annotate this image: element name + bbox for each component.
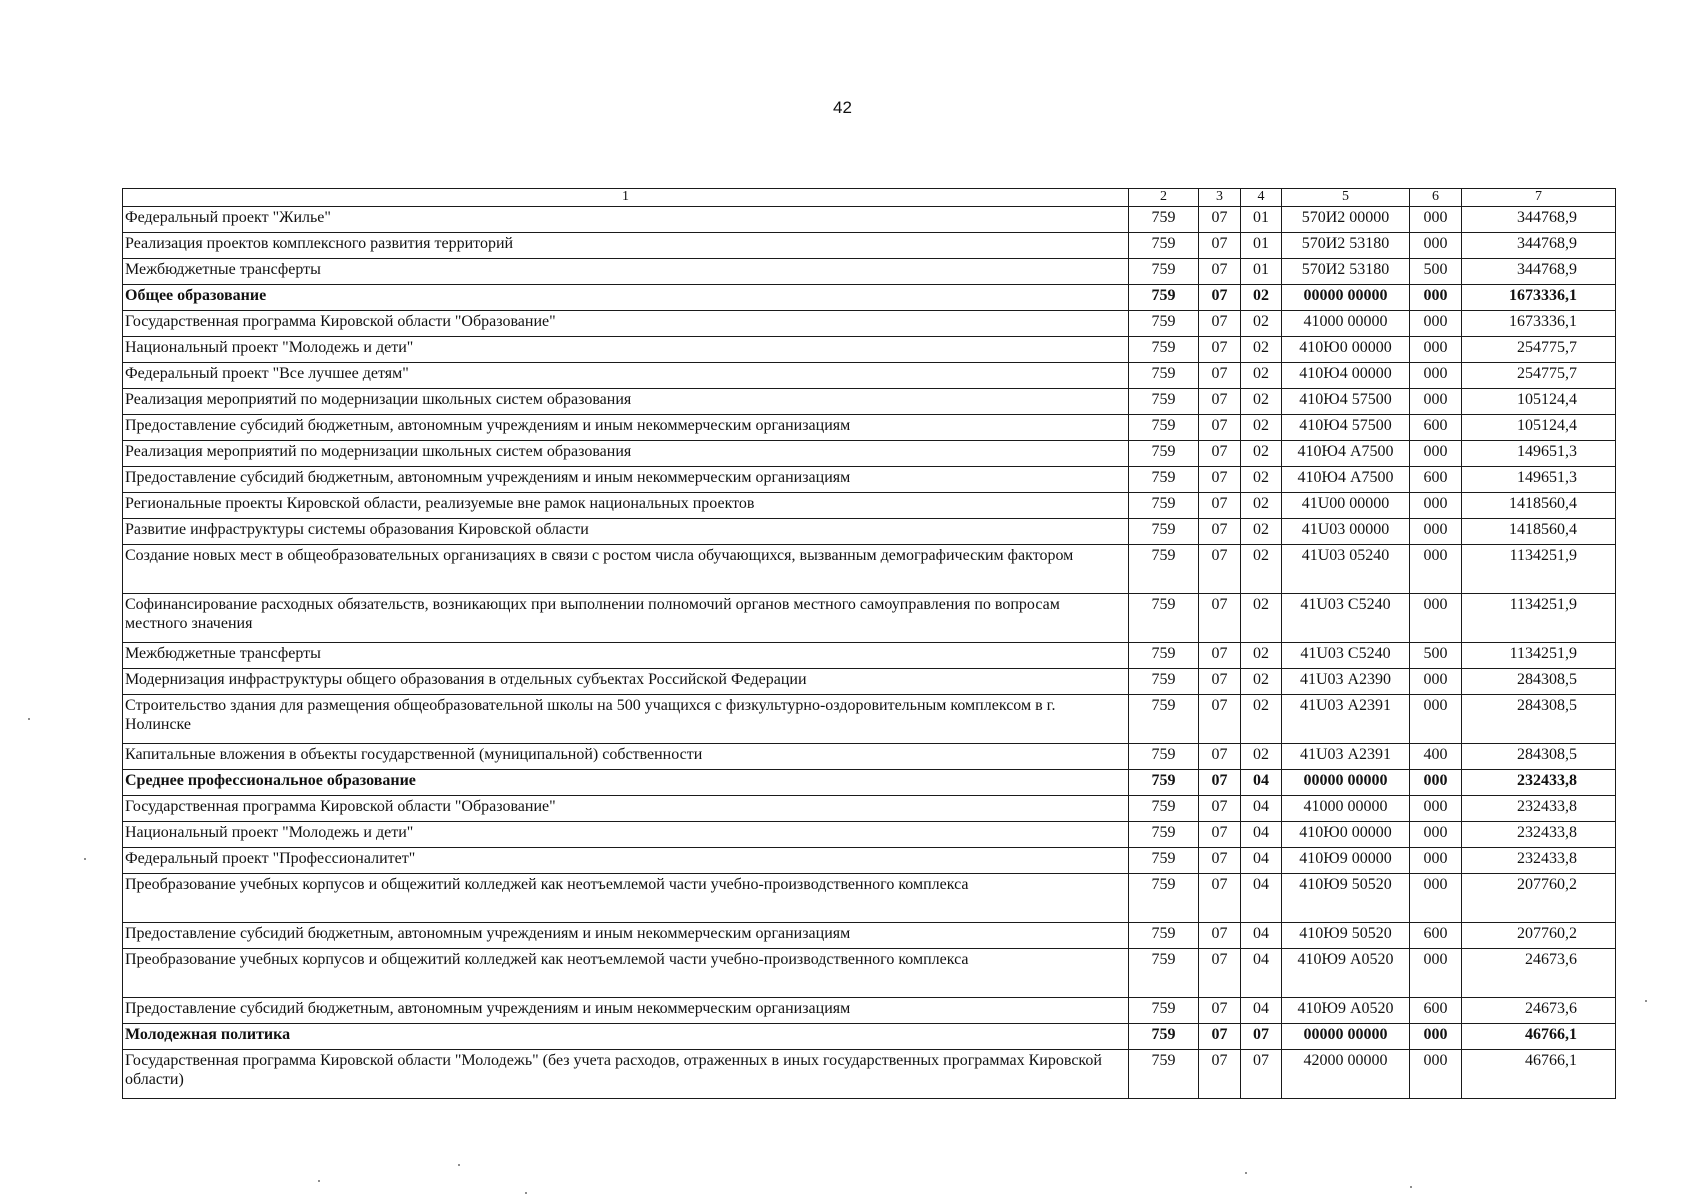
cell-col6: 000 [1410, 1024, 1462, 1050]
cell-name: Софинансирование расходных обязательств, возникающих при выполнении полномочий органов местного самоуправления по вопросам местного значения [123, 594, 1129, 643]
cell-col5: 41U00 00000 [1282, 493, 1410, 519]
cell-col3: 07 [1199, 874, 1241, 923]
cell-col4: 04 [1241, 770, 1282, 796]
cell-col4: 01 [1241, 207, 1282, 233]
cell-col6: 000 [1410, 874, 1462, 923]
cell-col3: 07 [1199, 311, 1241, 337]
cell-col6: 000 [1410, 519, 1462, 545]
cell-col5: 00000 00000 [1282, 1024, 1410, 1050]
cell-col4: 04 [1241, 796, 1282, 822]
scan-speck [1410, 1186, 1412, 1188]
cell-col6: 000 [1410, 669, 1462, 695]
cell-col3: 07 [1199, 415, 1241, 441]
cell-col2: 759 [1129, 441, 1199, 467]
cell-col4: 02 [1241, 285, 1282, 311]
cell-col3: 07 [1199, 695, 1241, 744]
cell-name: Среднее профессиональное образование [123, 770, 1129, 796]
cell-col2: 759 [1129, 822, 1199, 848]
cell-col4: 02 [1241, 363, 1282, 389]
cell-col3: 07 [1199, 949, 1241, 998]
cell-col4: 02 [1241, 337, 1282, 363]
cell-col2: 759 [1129, 1050, 1199, 1099]
cell-col2: 759 [1129, 669, 1199, 695]
table-row [123, 259, 1616, 285]
cell-col3: 07 [1199, 545, 1241, 594]
cell-name: Молодежная политика [123, 1024, 1129, 1050]
cell-col6: 000 [1410, 770, 1462, 796]
cell-name: Реализация мероприятий по модернизации школьных систем образования [123, 441, 1129, 467]
table-row [123, 998, 1616, 1024]
cell-col6: 600 [1410, 415, 1462, 441]
table-row [123, 467, 1616, 493]
cell-col2: 759 [1129, 259, 1199, 285]
cell-col7: 24673,6 [1462, 998, 1616, 1024]
cell-col4: 04 [1241, 848, 1282, 874]
cell-col3: 07 [1199, 744, 1241, 770]
cell-col5: 410Ю9 А0520 [1282, 998, 1410, 1024]
cell-col4: 04 [1241, 949, 1282, 998]
cell-col5: 00000 00000 [1282, 285, 1410, 311]
table-row [123, 594, 1616, 643]
table-row [123, 695, 1616, 744]
cell-col3: 07 [1199, 519, 1241, 545]
cell-col2: 759 [1129, 744, 1199, 770]
cell-col7: 254775,7 [1462, 337, 1616, 363]
cell-col5: 41U03 А2391 [1282, 744, 1410, 770]
cell-name: Предоставление субсидий бюджетным, автономным учреждениям и иным некоммерческим организациям [123, 415, 1129, 441]
cell-name: Создание новых мест в общеобразовательных организациях в связи с ростом числа обучающихся, вызванным демографическим фактором [123, 545, 1129, 594]
table-row [123, 519, 1616, 545]
table-row [123, 207, 1616, 233]
cell-col4: 02 [1241, 311, 1282, 337]
cell-name: Модернизация инфраструктуры общего образования в отдельных субъектах Российской Федерации [123, 669, 1129, 695]
cell-col7: 1673336,1 [1462, 311, 1616, 337]
cell-col4: 07 [1241, 1024, 1282, 1050]
cell-col3: 07 [1199, 770, 1241, 796]
cell-col5: 410Ю4 А7500 [1282, 467, 1410, 493]
cell-col2: 759 [1129, 848, 1199, 874]
cell-col5: 41U03 А2390 [1282, 669, 1410, 695]
cell-col6: 000 [1410, 493, 1462, 519]
cell-col4: 02 [1241, 493, 1282, 519]
cell-col7: 1418560,4 [1462, 493, 1616, 519]
header-row [123, 189, 1616, 207]
cell-name: Капитальные вложения в объекты государственной (муниципальной) собственности [123, 744, 1129, 770]
cell-col2: 759 [1129, 770, 1199, 796]
page-number: 42 [833, 98, 852, 117]
cell-col5: 410Ю0 00000 [1282, 822, 1410, 848]
cell-col3: 07 [1199, 467, 1241, 493]
cell-col2: 759 [1129, 363, 1199, 389]
cell-col3: 07 [1199, 337, 1241, 363]
cell-col5: 41U03 С5240 [1282, 594, 1410, 643]
cell-col3: 07 [1199, 848, 1241, 874]
cell-col7: 344768,9 [1462, 207, 1616, 233]
cell-col6: 000 [1410, 594, 1462, 643]
cell-col5: 41U03 00000 [1282, 519, 1410, 545]
table-row [123, 669, 1616, 695]
cell-name: Межбюджетные трансферты [123, 259, 1129, 285]
cell-col7: 284308,5 [1462, 695, 1616, 744]
cell-col7: 105124,4 [1462, 415, 1616, 441]
cell-col4: 02 [1241, 545, 1282, 594]
cell-col5: 410Ю9 А0520 [1282, 949, 1410, 998]
scan-speck [84, 858, 86, 860]
cell-name: Развитие инфраструктуры системы образования Кировской области [123, 519, 1129, 545]
cell-col7: 284308,5 [1462, 669, 1616, 695]
cell-col7: 232433,8 [1462, 848, 1616, 874]
cell-col7: 232433,8 [1462, 770, 1616, 796]
cell-col6: 000 [1410, 848, 1462, 874]
cell-col6: 000 [1410, 363, 1462, 389]
cell-name: Преобразование учебных корпусов и общежитий колледжей как неотъемлемой части учебно-производственного комплекса [123, 874, 1129, 923]
cell-col7: 1134251,9 [1462, 545, 1616, 594]
cell-col2: 759 [1129, 493, 1199, 519]
cell-col4: 02 [1241, 744, 1282, 770]
scan-speck [458, 1164, 460, 1166]
cell-name: Общее образование [123, 285, 1129, 311]
cell-col7: 207760,2 [1462, 923, 1616, 949]
cell-col3: 07 [1199, 796, 1241, 822]
cell-col6: 000 [1410, 233, 1462, 259]
cell-col2: 759 [1129, 311, 1199, 337]
cell-col5: 410Ю4 00000 [1282, 363, 1410, 389]
cell-col2: 759 [1129, 285, 1199, 311]
cell-col5: 410Ю9 50520 [1282, 874, 1410, 923]
cell-col2: 759 [1129, 337, 1199, 363]
cell-col4: 02 [1241, 467, 1282, 493]
column-header: 2 [1129, 189, 1199, 207]
cell-col7: 1134251,9 [1462, 594, 1616, 643]
table-row [123, 285, 1616, 311]
cell-col7: 344768,9 [1462, 259, 1616, 285]
cell-col4: 01 [1241, 259, 1282, 285]
cell-col2: 759 [1129, 389, 1199, 415]
column-header: 4 [1241, 189, 1282, 207]
cell-col7: 1134251,9 [1462, 643, 1616, 669]
table-row [123, 1050, 1616, 1099]
table-row [123, 874, 1616, 923]
cell-col3: 07 [1199, 643, 1241, 669]
cell-name: Реализация проектов комплексного развития территорий [123, 233, 1129, 259]
column-header: 6 [1410, 189, 1462, 207]
table-row [123, 311, 1616, 337]
cell-col5: 410Ю0 00000 [1282, 337, 1410, 363]
cell-col4: 01 [1241, 233, 1282, 259]
cell-col3: 07 [1199, 233, 1241, 259]
cell-col4: 02 [1241, 643, 1282, 669]
cell-col7: 46766,1 [1462, 1050, 1616, 1099]
cell-col5: 41000 00000 [1282, 311, 1410, 337]
cell-col7: 105124,4 [1462, 389, 1616, 415]
cell-name: Национальный проект "Молодежь и дети" [123, 822, 1129, 848]
table-row [123, 233, 1616, 259]
table-row [123, 744, 1616, 770]
scan-speck [1245, 1172, 1247, 1174]
cell-col6: 000 [1410, 285, 1462, 311]
cell-col6: 600 [1410, 923, 1462, 949]
cell-col6: 500 [1410, 259, 1462, 285]
cell-col4: 02 [1241, 695, 1282, 744]
cell-col7: 207760,2 [1462, 874, 1616, 923]
cell-col2: 759 [1129, 998, 1199, 1024]
cell-name: Региональные проекты Кировской области, реализуемые вне рамок национальных проектов [123, 493, 1129, 519]
cell-col2: 759 [1129, 695, 1199, 744]
cell-col3: 07 [1199, 389, 1241, 415]
column-header: 1 [123, 189, 1129, 207]
cell-col6: 500 [1410, 643, 1462, 669]
cell-name: Строительство здания для размещения общеобразовательной школы на 500 учащихся с физкультурно-оздоровительным комплексом в г. Нолинске [123, 695, 1129, 744]
cell-col3: 07 [1199, 1024, 1241, 1050]
cell-col7: 344768,9 [1462, 233, 1616, 259]
cell-col2: 759 [1129, 923, 1199, 949]
cell-col4: 04 [1241, 822, 1282, 848]
cell-col5: 410Ю4 А7500 [1282, 441, 1410, 467]
cell-col3: 07 [1199, 594, 1241, 643]
cell-col3: 07 [1199, 998, 1241, 1024]
cell-col3: 07 [1199, 285, 1241, 311]
table-row [123, 848, 1616, 874]
scan-speck [318, 1180, 320, 1182]
cell-name: Предоставление субсидий бюджетным, автономным учреждениям и иным некоммерческим организациям [123, 998, 1129, 1024]
cell-name: Реализация мероприятий по модернизации школьных систем образования [123, 389, 1129, 415]
table-row [123, 441, 1616, 467]
cell-col6: 000 [1410, 822, 1462, 848]
cell-name: Преобразование учебных корпусов и общежитий колледжей как неотъемлемой части учебно-производственного комплекса [123, 949, 1129, 998]
cell-col4: 04 [1241, 998, 1282, 1024]
scan-speck [1645, 1000, 1647, 1002]
cell-col7: 254775,7 [1462, 363, 1616, 389]
cell-col6: 000 [1410, 1050, 1462, 1099]
column-header: 3 [1199, 189, 1241, 207]
cell-col2: 759 [1129, 467, 1199, 493]
cell-col3: 07 [1199, 441, 1241, 467]
cell-col4: 04 [1241, 874, 1282, 923]
cell-col5: 410Ю4 57500 [1282, 415, 1410, 441]
cell-col5: 00000 00000 [1282, 770, 1410, 796]
cell-name: Государственная программа Кировской области "Образование" [123, 311, 1129, 337]
cell-col4: 02 [1241, 441, 1282, 467]
cell-col3: 07 [1199, 363, 1241, 389]
table-row [123, 493, 1616, 519]
table-row [123, 643, 1616, 669]
cell-name: Национальный проект "Молодежь и дети" [123, 337, 1129, 363]
cell-col6: 000 [1410, 695, 1462, 744]
cell-col7: 232433,8 [1462, 796, 1616, 822]
cell-col4: 02 [1241, 415, 1282, 441]
cell-col7: 1673336,1 [1462, 285, 1616, 311]
table-row [123, 822, 1616, 848]
cell-name: Межбюджетные трансферты [123, 643, 1129, 669]
column-header: 7 [1462, 189, 1616, 207]
cell-col5: 410Ю9 00000 [1282, 848, 1410, 874]
cell-col6: 000 [1410, 311, 1462, 337]
column-header: 5 [1282, 189, 1410, 207]
cell-name: Федеральный проект "Все лучшее детям" [123, 363, 1129, 389]
cell-col5: 410Ю4 57500 [1282, 389, 1410, 415]
cell-col4: 02 [1241, 669, 1282, 695]
cell-col3: 07 [1199, 1050, 1241, 1099]
table-row [123, 415, 1616, 441]
cell-col4: 02 [1241, 594, 1282, 643]
cell-col4: 04 [1241, 923, 1282, 949]
cell-col2: 759 [1129, 415, 1199, 441]
cell-col6: 600 [1410, 467, 1462, 493]
cell-col6: 000 [1410, 441, 1462, 467]
cell-col5: 41U03 А2391 [1282, 695, 1410, 744]
cell-col6: 000 [1410, 337, 1462, 363]
cell-col2: 759 [1129, 1024, 1199, 1050]
scan-speck [28, 718, 30, 720]
cell-col6: 000 [1410, 949, 1462, 998]
cell-col3: 07 [1199, 493, 1241, 519]
cell-name: Государственная программа Кировской области "Молодежь" (без учета расходов, отраженных в иных государственных программах Кировской области) [123, 1050, 1129, 1099]
cell-name: Федеральный проект "Профессионалитет" [123, 848, 1129, 874]
cell-col3: 07 [1199, 259, 1241, 285]
cell-col3: 07 [1199, 923, 1241, 949]
cell-col6: 600 [1410, 998, 1462, 1024]
table-row [123, 337, 1616, 363]
cell-col2: 759 [1129, 519, 1199, 545]
scan-speck [525, 1192, 527, 1194]
cell-col4: 02 [1241, 519, 1282, 545]
cell-col6: 000 [1410, 389, 1462, 415]
table-row [123, 923, 1616, 949]
cell-col5: 41U03 С5240 [1282, 643, 1410, 669]
budget-table [122, 188, 1616, 1099]
cell-col5: 41U03 05240 [1282, 545, 1410, 594]
cell-col2: 759 [1129, 545, 1199, 594]
cell-col3: 07 [1199, 669, 1241, 695]
cell-col6: 000 [1410, 796, 1462, 822]
cell-col5: 42000 00000 [1282, 1050, 1410, 1099]
cell-col5: 41000 00000 [1282, 796, 1410, 822]
cell-col4: 07 [1241, 1050, 1282, 1099]
cell-col7: 232433,8 [1462, 822, 1616, 848]
cell-col5: 570И2 53180 [1282, 259, 1410, 285]
cell-col7: 149651,3 [1462, 441, 1616, 467]
cell-col2: 759 [1129, 874, 1199, 923]
cell-name: Предоставление субсидий бюджетным, автономным учреждениям и иным некоммерческим организациям [123, 923, 1129, 949]
cell-col2: 759 [1129, 207, 1199, 233]
cell-col7: 46766,1 [1462, 1024, 1616, 1050]
cell-col4: 02 [1241, 389, 1282, 415]
cell-col7: 1418560,4 [1462, 519, 1616, 545]
cell-col6: 000 [1410, 207, 1462, 233]
cell-col3: 07 [1199, 207, 1241, 233]
cell-col2: 759 [1129, 643, 1199, 669]
table-row [123, 770, 1616, 796]
cell-col2: 759 [1129, 796, 1199, 822]
table-row [123, 1024, 1616, 1050]
cell-col6: 400 [1410, 744, 1462, 770]
cell-col7: 24673,6 [1462, 949, 1616, 998]
cell-col2: 759 [1129, 233, 1199, 259]
cell-col3: 07 [1199, 822, 1241, 848]
cell-col5: 410Ю9 50520 [1282, 923, 1410, 949]
table-row [123, 389, 1616, 415]
cell-col5: 570И2 00000 [1282, 207, 1410, 233]
table-row [123, 949, 1616, 998]
cell-col5: 570И2 53180 [1282, 233, 1410, 259]
cell-col2: 759 [1129, 949, 1199, 998]
table-row [123, 796, 1616, 822]
cell-col6: 000 [1410, 545, 1462, 594]
cell-col7: 149651,3 [1462, 467, 1616, 493]
cell-name: Государственная программа Кировской области "Образование" [123, 796, 1129, 822]
table-row [123, 545, 1616, 594]
cell-name: Предоставление субсидий бюджетным, автономным учреждениям и иным некоммерческим организациям [123, 467, 1129, 493]
cell-col2: 759 [1129, 594, 1199, 643]
cell-col7: 284308,5 [1462, 744, 1616, 770]
table-row [123, 363, 1616, 389]
cell-name: Федеральный проект "Жилье" [123, 207, 1129, 233]
